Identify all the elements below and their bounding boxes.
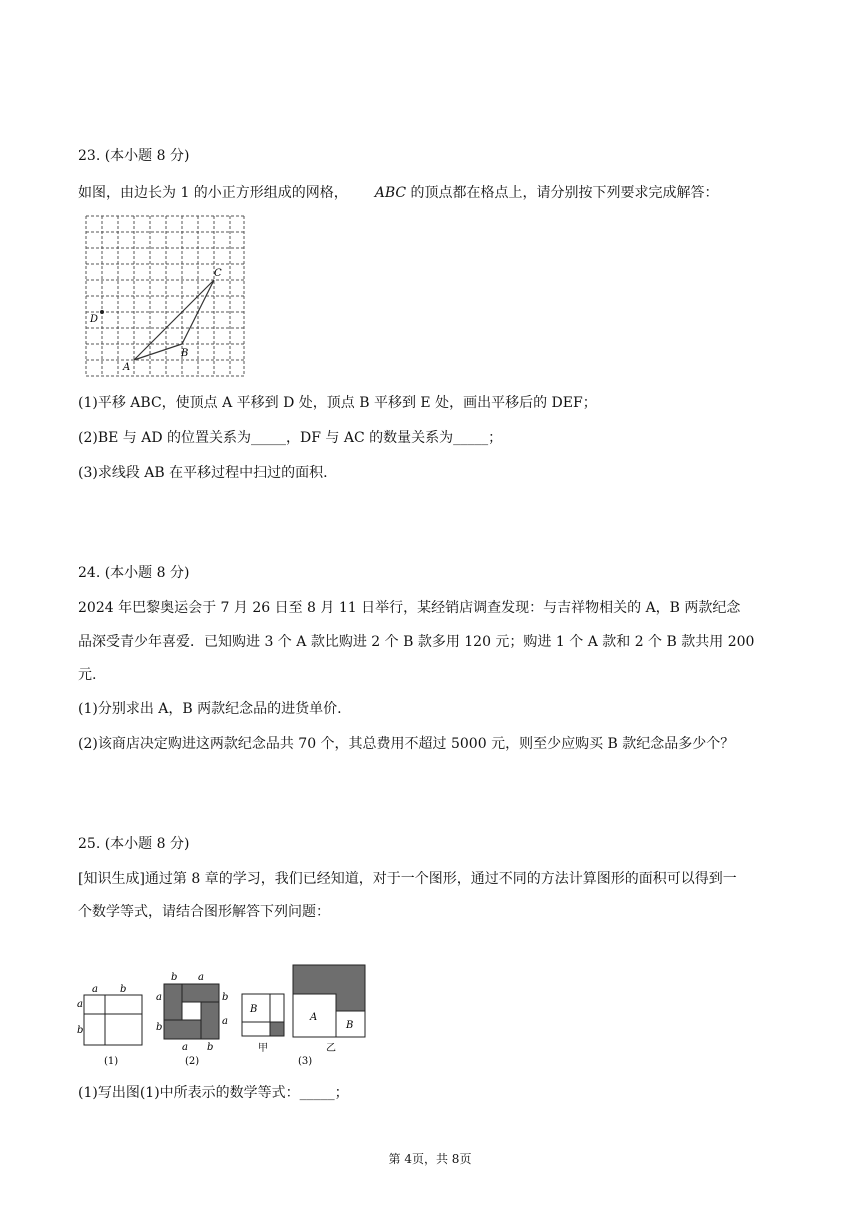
q25-line1: [知识生成]通过第 8 章的学习，我们已经知道，对于一个图形，通过不同的方法计算图形的面积可以得到一 [78,871,737,887]
yi-caption: 乙 [326,1043,336,1054]
label-d: D [90,314,99,325]
jia-caption: 甲 [258,1043,268,1054]
q25-line2: 个数学等式，请结合图形解答下列问题： [78,904,330,920]
figure-2 [156,972,228,1067]
fig2-label-b-bottom: b [207,1042,214,1053]
yi-label-b: B [346,1020,354,1031]
q24-header: 24. (本小题 8 分) [78,565,190,581]
q25-part1: (1)写出图(1)中所表示的数学等式：_____； [78,1085,349,1101]
q24-line3: 元. [78,667,97,683]
q24-part1: (1)分别求出 A，B 两款纪念品的进货单价. [78,701,342,717]
triangle-abc [134,280,214,360]
label-c: C [214,268,222,279]
fig2-label-a-bottom: a [182,1042,188,1053]
point-d [100,310,104,314]
q23-grid-figure [84,214,248,380]
label-b: B [181,348,189,359]
q23-part3: (3)求线段 AB 在平移过程中扫过的面积. [78,465,328,481]
figure-yi [293,965,365,1067]
label-a: A [123,362,131,373]
grid-lines [86,216,244,376]
fig2-caption: (2) [185,1056,200,1067]
q23-stem-part2: 的顶点都在格点上，请分别按下列要求完成解答： [410,185,719,201]
page-footer: 第 4页，共 8页 [388,1152,472,1166]
q23-part2: (2)BE 与 AD 的位置关系为_____，DF 与 AC 的数量关系为_____； [78,430,503,446]
fig1-label-a-left: a [77,999,83,1010]
yi-label-a: A [310,1012,318,1023]
fig2-label-b-right: b [222,992,229,1003]
q23-header: 23. (本小题 8 分) [78,148,190,164]
fig2-label-b-left: b [156,1022,163,1033]
fig1-label-b-top: b [120,984,127,995]
jia-label-b: B [250,1004,258,1015]
figure-jia [242,994,284,1054]
q25-header: 25. (本小题 8 分) [78,836,190,852]
fig2-label-b-top: b [171,972,178,983]
fig1-label-a-top: a [92,984,98,995]
q23-stem [78,183,719,203]
fig2-label-a-right: a [222,1016,228,1027]
q24-part2: (2)该商店决定购进这两款纪念品共 70 个，其总费用不超过 5000 元，则至少应购买 B 款纪念品多少个？ [78,736,735,752]
q24-line1: 2024 年巴黎奥运会于 7 月 26 日至 8 月 11 日举行，某经销店调查发现：与吉祥物相关的 A，B 两款纪念 [78,600,741,616]
q23-part1: (1)平移 ABC，使顶点 A 平移到 D 处，顶点 B 平移到 E 处，画出平移后的 DEF； [78,395,597,411]
fig2-label-a-top: a [198,972,204,983]
figure-1 [77,984,142,1067]
q24-line2: 品深受青少年喜爱．已知购进 3 个 A 款比购进 2 个 B 款多用 120 元；购进 1 个 A 款和 2 个 B 款共用 200 [78,634,755,650]
fig1-label-b-left: b [77,1025,84,1036]
fig1-caption: (1) [104,1056,119,1067]
q25-figures [74,960,374,1070]
q23-stem-triangle: ABC [374,185,407,201]
fig3-caption: (3) [298,1056,313,1067]
q23-stem-part1: 如图，由边长为 1 的小正方形组成的网格， [78,185,348,201]
fig2-label-a-left: a [156,992,162,1003]
